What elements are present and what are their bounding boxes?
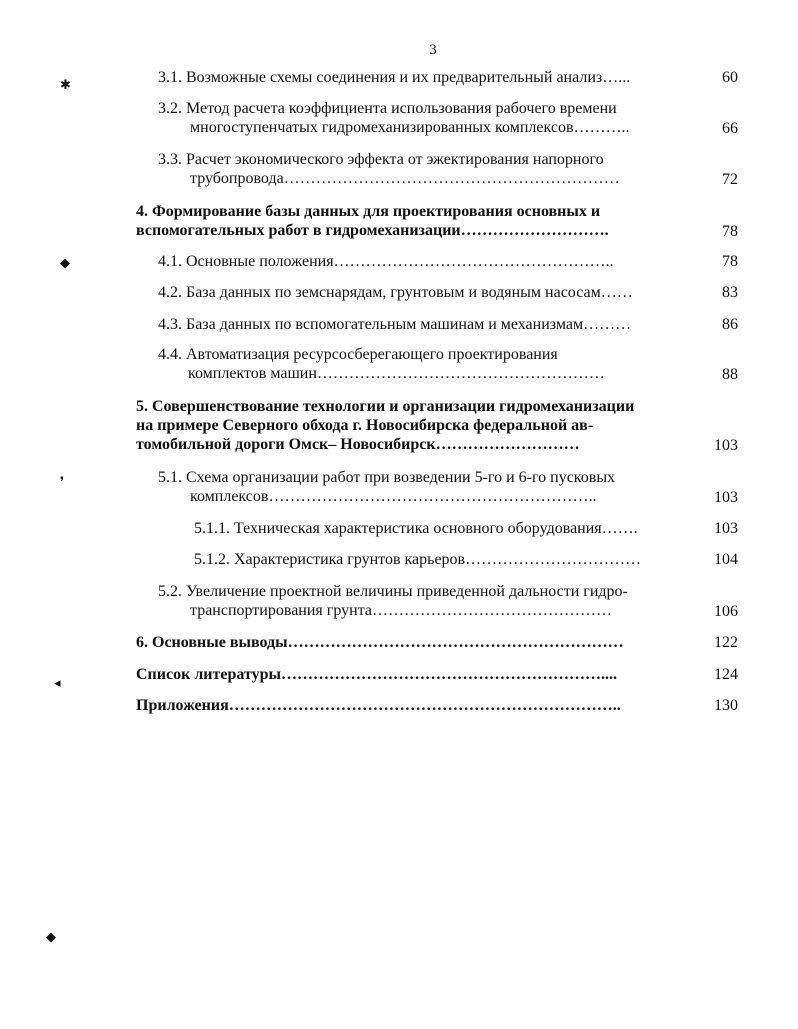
- toc-entry-title: 5.2. Увеличение проектной величины приведенной дальности гидро-: [158, 583, 628, 600]
- toc-entry-page: 88: [722, 366, 738, 383]
- toc-entry-page: 106: [714, 603, 738, 620]
- toc-entry-title: томобильной дороги Омск– Новосибирск………………………: [136, 436, 580, 453]
- toc-entry-title: 3.2. Метод расчета коэффициента использования рабочего времени: [158, 100, 617, 117]
- toc-entry-page: 72: [722, 171, 738, 188]
- toc-entry-title: комплексов……………………………………………………..: [190, 488, 597, 505]
- toc-entry-title: 4.1. Основные положения……………………………………………..: [158, 253, 614, 270]
- toc-entry-page: 103: [714, 489, 738, 506]
- toc-entry-page: 78: [722, 253, 738, 270]
- toc-entry-page: 104: [714, 551, 738, 568]
- toc-entry-title: 3.3. Расчет экономического эффекта от эжектирования напорного: [158, 151, 604, 168]
- toc-entry-page: 60: [722, 69, 738, 86]
- toc-entry-title: 5.1.2. Характеристика грунтов карьеров……………………………: [194, 551, 642, 568]
- toc-entry-title: 4.4. Автоматизация ресурсосберегающего проектирования: [158, 346, 558, 363]
- toc-entry-title: 4. Формирование базы данных для проектирования основных и: [136, 203, 601, 220]
- toc-entry-page: 83: [722, 284, 738, 301]
- toc-entry-title: 6. Основные выводы………………………………………………………: [136, 634, 624, 651]
- toc-entry-title: на примере Северного обхода г. Новосибирска федеральной ав-: [136, 417, 594, 434]
- toc-entry-page: 78: [722, 223, 738, 240]
- margin-mark: ◂: [54, 675, 61, 690]
- margin-mark: ✱: [60, 77, 71, 92]
- toc-entry-title: 5.1. Схема организации работ при возведении 5-го и 6-го пусковых: [158, 469, 616, 486]
- toc-entry-title: вспомогательных работ в гидромеханизации……………………….: [136, 222, 609, 239]
- toc-entry-title: транспортирования грунта………………………………………: [190, 602, 612, 619]
- toc-entry-title: Приложения………………………………………………………………..: [136, 697, 621, 714]
- margin-mark: ◆: [46, 929, 56, 944]
- page-number: 3: [429, 42, 437, 58]
- toc-entry-page: 124: [714, 666, 738, 683]
- toc-entry-title: Список литературы……………………………………………………....: [136, 666, 617, 683]
- toc-entry-title: комплектов машин………………………………………………: [188, 365, 605, 382]
- toc-entry-page: 66: [722, 120, 738, 137]
- toc-entry-title: 5.1.1. Техническая характеристика основного оборудования…….: [194, 520, 638, 537]
- toc-entry-title: 4.3. База данных по вспомогательным машинам и механизмам………: [158, 316, 632, 333]
- margin-mark: ❜: [60, 474, 65, 489]
- toc-entry-title: 3.1. Возможные схемы соединения и их предварительный анализ…...: [158, 69, 631, 86]
- toc-entry-page: 103: [714, 437, 738, 454]
- toc-entry-page: 130: [714, 697, 738, 714]
- toc-entry-page: 122: [714, 634, 738, 651]
- margin-mark: ◆: [60, 255, 70, 270]
- toc-entry-title: многоступенчатых гидромеханизированных комплексов………..: [190, 119, 630, 136]
- toc-entry-page: 103: [714, 520, 738, 537]
- toc-entry-page: 86: [722, 316, 738, 333]
- toc-entry-title: 4.2. База данных по земснарядам, грунтовым и водяным насосам……: [158, 284, 633, 301]
- toc-entry-title: 5. Совершенствование технологии и организации гидромеханизации: [136, 398, 635, 415]
- toc-entry-title: трубопровода………………………………………………………: [190, 170, 620, 187]
